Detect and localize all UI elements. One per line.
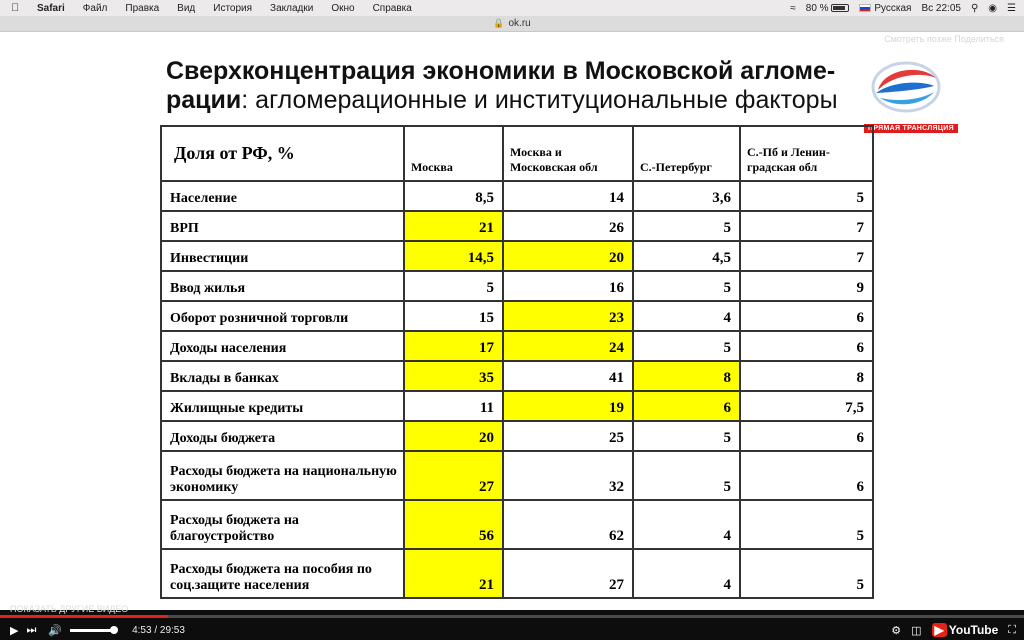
cell-spb: 5 <box>633 271 740 301</box>
row-label: Расходы бюджета на благоустройство <box>161 500 404 549</box>
cell-spb-region: 6 <box>740 301 873 331</box>
cell-spb: 8 <box>633 361 740 391</box>
cell-moscow: 8,5 <box>404 181 503 211</box>
cell-moscow: 35 <box>404 361 503 391</box>
table-row <box>161 391 873 421</box>
cell-moscow-region: 24 <box>503 331 633 361</box>
cell-moscow-region: 16 <box>503 271 633 301</box>
cell-moscow-region: 19 <box>503 391 633 421</box>
cell-spb: 4 <box>633 500 740 549</box>
cell-moscow: 21 <box>404 211 503 241</box>
cell-spb-region: 6 <box>740 421 873 451</box>
cell-moscow-region: 62 <box>503 500 633 549</box>
input-source[interactable] <box>859 3 911 14</box>
menu-view[interactable]: Вид <box>177 2 196 14</box>
cell-spb-region: 7 <box>740 241 873 271</box>
cell-spb-region: 8 <box>740 361 873 391</box>
address-bar[interactable] <box>0 16 1024 32</box>
cell-moscow: 20 <box>404 421 503 451</box>
notification-center-icon[interactable]: ☰ <box>1007 2 1016 14</box>
table-row <box>161 451 873 500</box>
cell-spb-region: 5 <box>740 181 873 211</box>
cell-moscow: 5 <box>404 271 503 301</box>
video-frame[interactable] <box>0 32 1024 610</box>
cell-spb: 5 <box>633 331 740 361</box>
time-display: 4:53 / 29:53 <box>132 624 185 636</box>
battery-status[interactable] <box>806 3 850 14</box>
cell-moscow-region: 23 <box>503 301 633 331</box>
input-source-label: Русская <box>874 2 912 14</box>
volume-slider[interactable] <box>70 629 114 632</box>
cell-moscow: 17 <box>404 331 503 361</box>
row-label: Расходы бюджета на пособия по соц.защите населения <box>161 549 404 598</box>
menu-app[interactable]: Safari <box>37 2 65 14</box>
channel-logo <box>870 60 942 114</box>
controls-row <box>0 620 1024 640</box>
table-row <box>161 549 873 598</box>
cell-spb: 5 <box>633 421 740 451</box>
spotlight-search-icon[interactable]: ⚲ <box>970 2 979 14</box>
status-area <box>790 0 1016 16</box>
live-badge: ПРЯМАЯ ТРАНСЛЯЦИЯ <box>864 124 958 133</box>
cell-spb-region: 7,5 <box>740 391 873 421</box>
youtube-play-icon: ▶ <box>932 623 947 637</box>
table-row <box>161 421 873 451</box>
row-label: Инвестиции <box>161 241 404 271</box>
cell-spb-region: 6 <box>740 451 873 500</box>
cast-icon[interactable]: ◫ <box>911 624 922 637</box>
cell-spb: 5 <box>633 211 740 241</box>
slide-title-line2-bold: рации <box>166 86 242 114</box>
hd-settings-icon[interactable]: ⚙ <box>891 624 902 637</box>
cell-moscow-region: 32 <box>503 451 633 500</box>
battery-percent: 80 % <box>805 2 829 14</box>
row-label: Население <box>161 181 404 211</box>
siri-icon[interactable]: ◉ <box>988 2 998 14</box>
slide-title-line2-rest: : агломерационные и институциональные факторы <box>241 86 838 114</box>
russian-flag-icon <box>859 4 871 12</box>
header-moscow-region: Москва и Московская обл <box>503 126 633 181</box>
row-label: Расходы бюджета на национальную экономику <box>161 451 404 500</box>
slide-title-line2 <box>166 86 838 115</box>
table-header-row <box>161 126 873 181</box>
cell-spb: 5 <box>633 451 740 500</box>
cell-moscow-region: 26 <box>503 211 633 241</box>
lock-icon: 🔒 <box>493 18 505 28</box>
top-overlay[interactable]: Смотреть позже Поделиться <box>884 34 1004 44</box>
volume-icon[interactable]: 🔊 <box>48 624 63 637</box>
cell-spb: 6 <box>633 391 740 421</box>
cell-moscow-region: 41 <box>503 361 633 391</box>
row-label: Вклады в банках <box>161 361 404 391</box>
cell-spb: 3,6 <box>633 181 740 211</box>
cell-moscow-region: 25 <box>503 421 633 451</box>
apple-icon[interactable] <box>11 2 25 14</box>
progress-bar[interactable] <box>0 615 1024 618</box>
slide-table <box>160 125 874 599</box>
menu-edit[interactable]: Правка <box>125 2 160 14</box>
menu-history[interactable]: История <box>213 2 253 14</box>
cell-moscow: 11 <box>404 391 503 421</box>
controls-right <box>891 623 1016 637</box>
row-label: Доходы бюджета <box>161 421 404 451</box>
cell-moscow: 15 <box>404 301 503 331</box>
battery-icon <box>831 4 849 12</box>
url-text: ok.ru <box>508 18 531 29</box>
cell-moscow-region: 14 <box>503 181 633 211</box>
menu-window[interactable]: Окно <box>331 2 355 14</box>
menu-file[interactable]: Файл <box>82 2 108 14</box>
youtube-brand: YouTube <box>948 623 999 637</box>
slide-title <box>166 57 838 115</box>
cell-spb-region: 7 <box>740 211 873 241</box>
cell-moscow: 14,5 <box>404 241 503 271</box>
cell-moscow: 56 <box>404 500 503 549</box>
menu-help[interactable]: Справка <box>372 2 412 14</box>
wifi-icon[interactable]: ≈ <box>790 2 796 14</box>
row-label: Оборот розничной торговли <box>161 301 404 331</box>
table-row <box>161 241 873 271</box>
fullscreen-icon[interactable]: ⛶ <box>1008 623 1016 636</box>
cell-spb-region: 6 <box>740 331 873 361</box>
table-row <box>161 500 873 549</box>
menu-bar <box>0 0 1024 16</box>
table-row <box>161 361 873 391</box>
progress-played <box>0 615 168 618</box>
menu-bookmarks[interactable]: Закладки <box>270 2 314 14</box>
table-row <box>161 301 873 331</box>
row-label: Доходы населения <box>161 331 404 361</box>
table-row <box>161 271 873 301</box>
row-label: Жилищные кредиты <box>161 391 404 421</box>
row-label: Ввод жилья <box>161 271 404 301</box>
cell-moscow-region: 20 <box>503 241 633 271</box>
cell-moscow-region: 27 <box>503 549 633 598</box>
table-row <box>161 331 873 361</box>
player-controls <box>0 604 1024 640</box>
next-icon[interactable]: ⏭ <box>26 623 37 636</box>
header-moscow: Москва <box>404 126 503 181</box>
cell-spb: 4 <box>633 549 740 598</box>
cell-spb: 4 <box>633 301 740 331</box>
cell-spb-region: 5 <box>740 500 873 549</box>
show-other-videos-link[interactable]: ПОКАЗАТЬ ДРУГИЕ ВИДЕО <box>10 604 129 614</box>
cell-moscow: 27 <box>404 451 503 500</box>
cell-spb: 4,5 <box>633 241 740 271</box>
clock[interactable]: Вс 22:05 <box>921 2 961 14</box>
header-share: Доля от РФ, % <box>161 126 404 181</box>
table-row <box>161 181 873 211</box>
play-icon[interactable]: ▶ <box>10 624 19 637</box>
cell-spb-region: 5 <box>740 549 873 598</box>
row-label: ВРП <box>161 211 404 241</box>
cell-moscow: 21 <box>404 549 503 598</box>
table-row <box>161 211 873 241</box>
youtube-logo[interactable] <box>932 623 999 637</box>
header-spb: С.-Петербург <box>633 126 740 181</box>
slide-title-line1: Сверхконцентрация экономики в Московской агломе- <box>166 57 836 85</box>
header-spb-region: С.-Пб и Ленин-градская обл <box>740 126 873 181</box>
cell-spb-region: 9 <box>740 271 873 301</box>
